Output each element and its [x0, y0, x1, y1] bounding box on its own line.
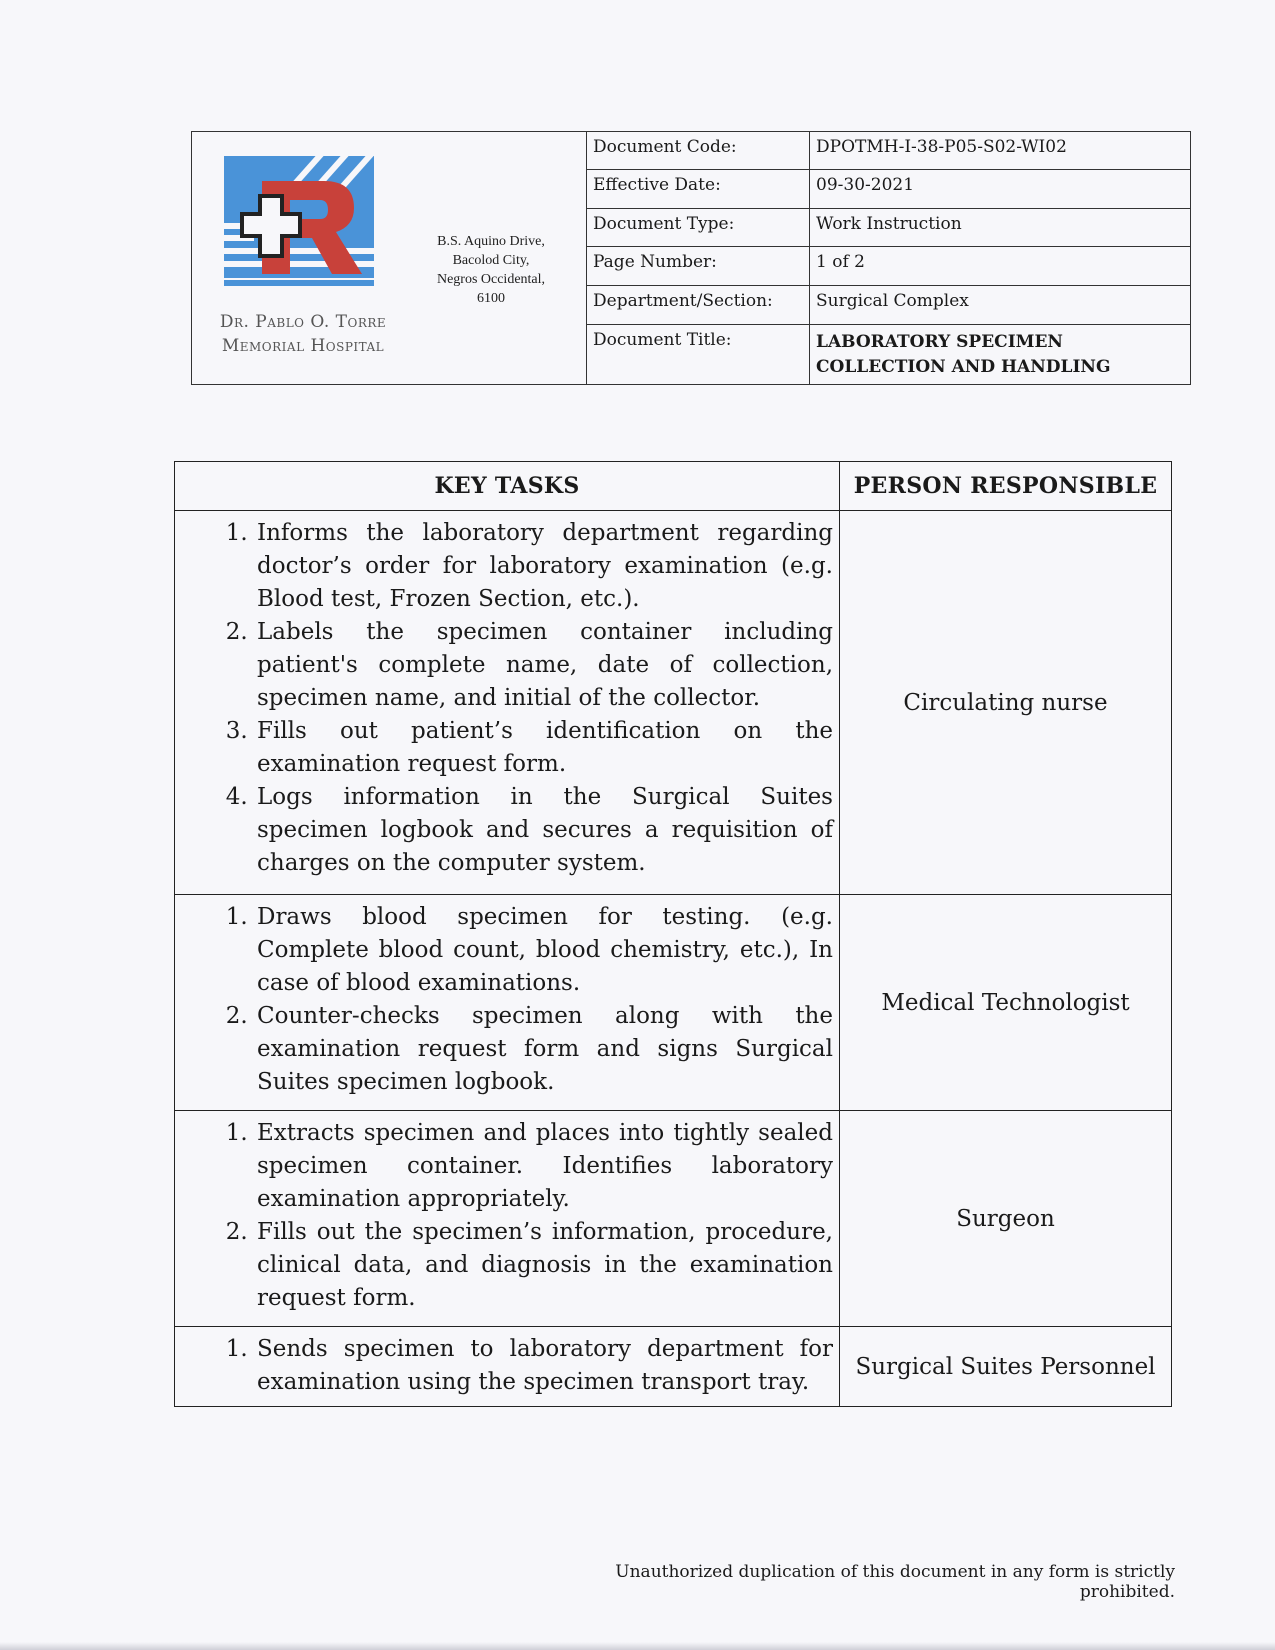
info-row-department	[587, 285, 1190, 324]
scan-edge	[0, 1642, 1275, 1650]
list-item: 4. Logs information in the Surgical Suites specimen logbook and secures a requisition of charges on the computer system.	[255, 781, 833, 880]
page-number-value: 1 of 2	[810, 247, 1191, 286]
task-list	[175, 901, 833, 1099]
list-item: 1. Sends specimen to laboratory department for examination using the specimen transport tray.	[255, 1333, 833, 1399]
address-line1: B.S. Aquino Drive,	[437, 234, 545, 249]
table-row	[175, 511, 1172, 895]
department-label: Department/Section:	[587, 285, 810, 324]
info-row-code	[587, 132, 1190, 170]
hospital-logo-icon	[224, 156, 384, 286]
info-row-date	[587, 170, 1190, 209]
hospital-address	[417, 232, 565, 308]
document-code-label: Document Code:	[587, 132, 810, 170]
document-title-line2: COLLECTION AND HANDLING	[816, 356, 1111, 377]
list-item: 1. Draws blood specimen for testing. (e.g. Complete blood count, blood chemistry, etc.), In case of blood examinations.	[255, 901, 833, 1000]
key-tasks-table	[174, 461, 1172, 1407]
tasks-header-row	[175, 462, 1172, 511]
info-row-type	[587, 208, 1190, 247]
list-item: 1. Extracts specimen and places into tightly sealed specimen container. Identifies laboratory examination appropriately.	[255, 1117, 833, 1216]
department-value: Surgical Complex	[810, 285, 1191, 324]
list-item: 2. Fills out the specimen’s information, procedure, clinical data, and diagnosis in the examination request form.	[255, 1216, 833, 1315]
document-info-table	[587, 132, 1190, 384]
hospital-name	[198, 310, 408, 358]
document-header	[191, 131, 1191, 385]
person-responsible: Circulating nurse	[840, 511, 1172, 895]
address-line2: Bacolod City,	[452, 253, 530, 268]
document-title-line1: LABORATORY SPECIMEN	[816, 331, 1063, 352]
key-tasks-header: KEY TASKS	[175, 462, 840, 511]
tasks-cell	[175, 511, 840, 895]
person-responsible: Medical Technologist	[840, 895, 1172, 1111]
document-type-label: Document Type:	[587, 208, 810, 247]
list-item: 1. Informs the laboratory department regarding doctor’s order for laboratory examination (e.g. Blood test, Frozen Section, etc.).	[255, 517, 833, 616]
hospital-name-line1: Dr. Pablo O. Torre	[219, 312, 387, 332]
table-row	[175, 1111, 1172, 1327]
hospital-name-line2: Memorial Hospital	[221, 336, 385, 356]
footer-notice: Unauthorized duplication of this document in any form is strictly prohibited.	[615, 1562, 1175, 1602]
effective-date-label: Effective Date:	[587, 170, 810, 209]
person-responsible: Surgical Suites Personnel	[840, 1327, 1172, 1407]
logo-cell	[192, 132, 587, 384]
info-row-page	[587, 247, 1190, 286]
task-list	[175, 1333, 833, 1399]
page-number-label: Page Number:	[587, 247, 810, 286]
person-responsible: Surgeon	[840, 1111, 1172, 1327]
tasks-cell	[175, 1111, 840, 1327]
tasks-cell	[175, 1327, 840, 1407]
tasks-cell	[175, 895, 840, 1111]
document-title-label: Document Title:	[587, 324, 810, 384]
list-item: 2. Counter-checks specimen along with the examination request form and signs Surgical Suites specimen logbook.	[255, 1000, 833, 1099]
person-responsible-header: PERSON RESPONSIBLE	[840, 462, 1172, 511]
table-row	[175, 895, 1172, 1111]
effective-date-value: 09-30-2021	[810, 170, 1191, 209]
info-row-title	[587, 324, 1190, 384]
task-list	[175, 517, 833, 880]
table-row	[175, 1327, 1172, 1407]
list-item: 3. Fills out patient’s identification on the examination request form.	[255, 715, 833, 781]
task-list	[175, 1117, 833, 1315]
address-line4: 6100	[477, 291, 505, 306]
document-code-value: DPOTMH-I-38-P05-S02-WI02	[810, 132, 1191, 170]
address-line3: Negros Occidental,	[436, 272, 546, 287]
list-item: 2. Labels the specimen container including patient's complete name, date of collection, specimen name, and initial of the collector.	[255, 616, 833, 715]
document-type-value: Work Instruction	[810, 208, 1191, 247]
document-title-value	[810, 324, 1191, 384]
